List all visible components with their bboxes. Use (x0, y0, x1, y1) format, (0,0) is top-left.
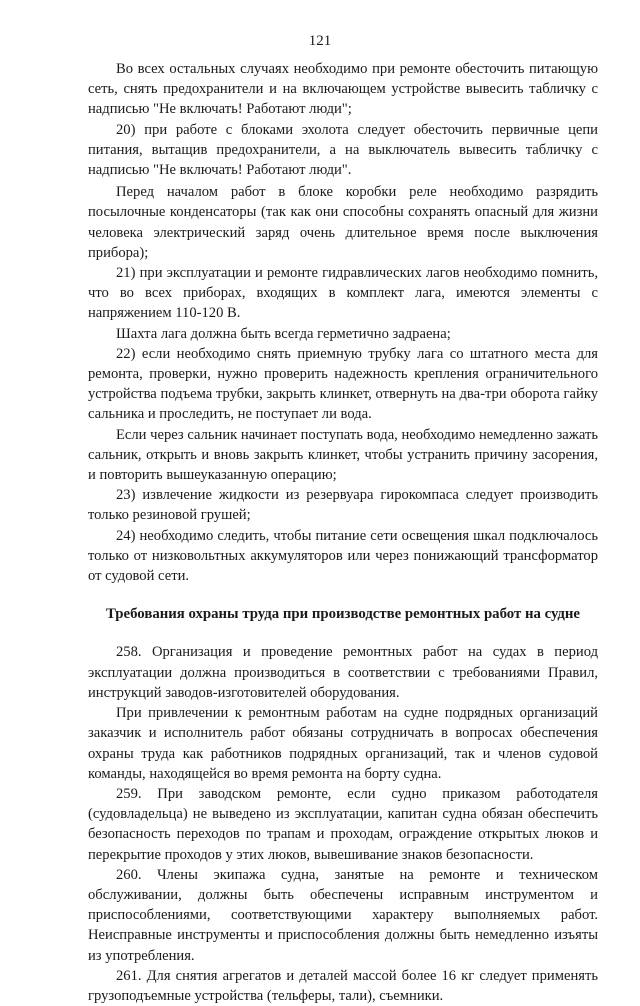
paragraph: 20) при работе с блоками эхолота следует обесточить первичные цепи питания, вытащив предохранители, а на выключатель вывесить табличку с надписью "Не включать! Работают люди". (88, 121, 598, 179)
paragraph: 21) при эксплуатации и ремонте гидравлических лагов необходимо помнить, что во всех приборах, входящих в комплект лага, имеются элементы с напряжением 110-120 В. (88, 265, 598, 322)
section-heading: Требования охраны труда при производстве ремонтных работ на судне (106, 606, 580, 623)
paragraph: 258. Организация и проведение ремонтных работ на судах в период эксплуатации должна производиться в соответствии с требованиями Правил, инструкций заводов-изготовителей оборудования. (88, 644, 598, 701)
paragraph: 24) необходимо следить, чтобы питание сети освещения шкал подключалось только от низковольтных аккумуляторов или через понижающий трансформатор от судовой сети. (88, 527, 598, 585)
paragraph: 261. Для снятия агрегатов и деталей массой более 16 кг следует применять грузоподъемные устройства (тельферы, тали), съемники. (88, 967, 598, 1004)
paragraph: 22) если необходимо снять приемную трубку лага со штатного места для ремонта, проверки, нужно проверить надежность крепления ограничительного устройства подъема трубки, закрыть клинкет, отвернуть на два-три оборота гайку сальника и проследить, не поступает ли вода. (88, 345, 598, 423)
document-body (88, 59, 598, 1006)
paragraph: Во всех остальных случаях необходимо при ремонте обесточить питающую сеть, снять предохранители и на включающем устройстве вывесить табличку с надписью "Не включать! Работают люди"; (88, 61, 598, 118)
paragraph: Если через сальник начинает поступать вода, необходимо немедленно зажать сальник, открыть и вновь закрыть клинкет, чтобы устранить причину засорения, и повторить вышеуказанную операцию; (88, 426, 598, 484)
paragraph: 23) извлечение жидкости из резервуара гирокомпаса следует производить только резиновой грушей; (88, 487, 598, 524)
paragraph: 259. При заводском ремонте, если судно приказом работодателя (судовладельца) не выведено из эксплуатации, капитан судна обязан обеспечить безопасность переходов по трапам и проходам, ограждение открытых люков и перекрытие проходов у этих люков, вывешивание знаков безопасности. (88, 785, 598, 863)
page-number: 121 (308, 33, 332, 49)
paragraph: 260. Члены экипажа судна, занятые на ремонте и техническом обслуживании, должны быть обеспечены исправным инструментом и приспособлениями, соответствующими характеру выполняемых работ. Неисправные инструменты и приспособления должны быть немедленно изъяты из употребления. (88, 866, 598, 964)
paragraph: При привлечении к ремонтным работам на судне подрядных организаций заказчик и исполнитель работ обязаны сотрудничать в вопросах обеспечения охраны труда как работников подрядных организаций, так и членов судовой команды, находящейся во время ремонта на борту судна. (88, 705, 598, 782)
paragraph: Перед началом работ в блоке коробки реле необходимо разрядить посылочные конденсаторы (так как они способны сохранять опасный для жизни человека электрический заряд очень длительное время после выключения прибора); (88, 184, 598, 261)
paragraph: Шахта лага должна быть всегда герметично задраена; (116, 325, 451, 342)
